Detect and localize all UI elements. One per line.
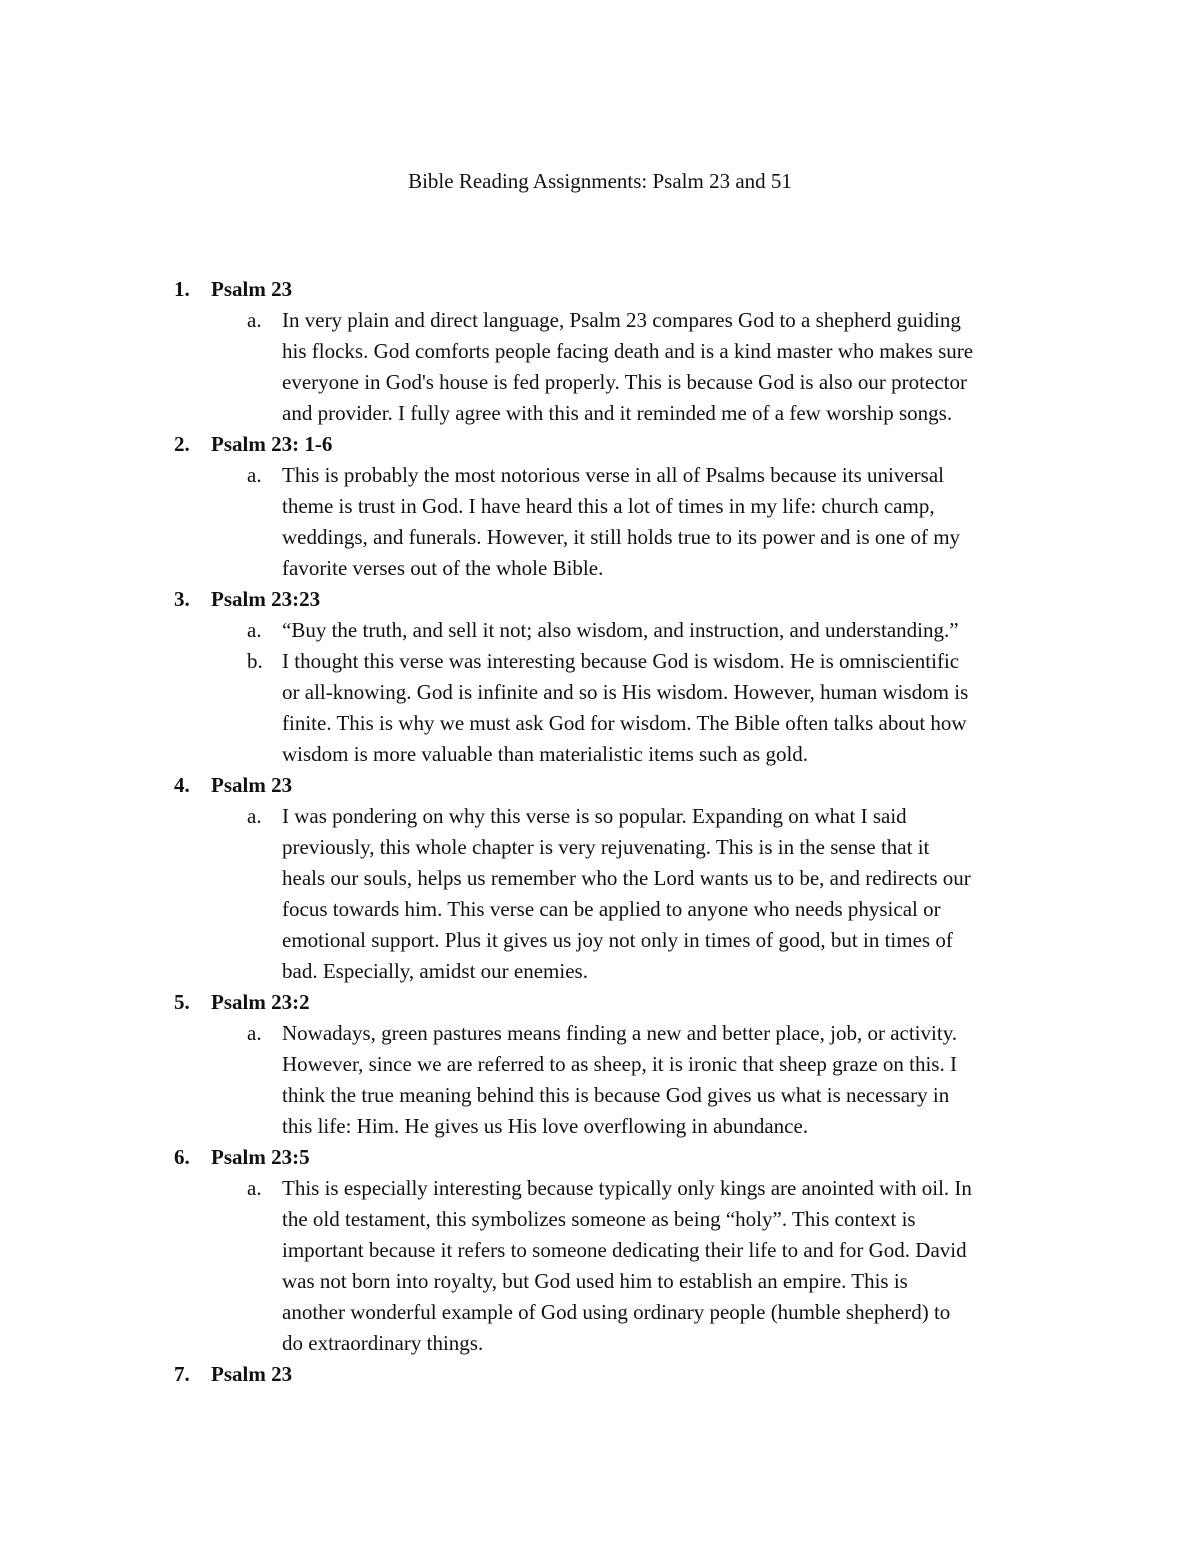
- sub-item-marker: a.: [247, 1021, 262, 1045]
- sub-item: [0, 1018, 1200, 1142]
- item-number: 6.: [174, 1145, 190, 1169]
- text-line: “Buy the truth, and sell it not; also wisdom, and instruction, and understanding.”: [282, 618, 959, 642]
- text-line: think the true meaning behind this is because God gives us what is necessary in: [282, 1083, 950, 1107]
- item-number: 2.: [174, 432, 190, 456]
- item-number: 7.: [174, 1362, 190, 1386]
- sub-item-text: [282, 1173, 1082, 1359]
- sub-item-text: [282, 801, 1082, 987]
- text-line: everyone in God's house is fed properly. This is because God is also our protector: [282, 370, 967, 394]
- sub-item: [0, 646, 1200, 770]
- text-line: was not born into royalty, but God used him to establish an empire. This is: [282, 1269, 908, 1293]
- item-title: Psalm 23: [211, 1362, 293, 1386]
- reading-list: [0, 274, 1200, 1390]
- sub-item-marker: b.: [247, 649, 263, 673]
- item-number: 3.: [174, 587, 190, 611]
- item-title: Psalm 23: [211, 773, 293, 797]
- item-heading: [0, 987, 1200, 1018]
- text-line: and provider. I fully agree with this and it reminded me of a few worship songs.: [282, 401, 953, 425]
- document-title: Bible Reading Assignments: Psalm 23 and 51: [408, 169, 792, 193]
- item-heading: [0, 1359, 1200, 1390]
- list-item: [0, 584, 1200, 770]
- sub-item: [0, 615, 1200, 646]
- item-title: Psalm 23: 1-6: [211, 432, 333, 456]
- text-line: the old testament, this symbolizes someone as being “holy”. This context is: [282, 1207, 916, 1231]
- item-title: Psalm 23: [211, 277, 293, 301]
- sub-item-marker: a.: [247, 804, 262, 828]
- sub-item-text: [282, 460, 1082, 584]
- item-title: Psalm 23:2: [211, 990, 310, 1014]
- item-heading: [0, 429, 1200, 460]
- text-line: important because it refers to someone dedicating their life to and for God. David: [282, 1238, 967, 1262]
- sub-item: [0, 460, 1200, 584]
- sub-item-text: [282, 1018, 1082, 1142]
- list-item: [0, 987, 1200, 1142]
- sub-item-text: [282, 615, 1082, 646]
- text-line: However, since we are referred to as sheep, it is ironic that sheep graze on this. I: [282, 1052, 957, 1076]
- text-line: previously, this whole chapter is very rejuvenating. This is in the sense that it: [282, 835, 930, 859]
- text-line: or all-knowing. God is infinite and so is His wisdom. However, human wisdom is: [282, 680, 969, 704]
- item-number: 4.: [174, 773, 190, 797]
- text-line: I thought this verse was interesting because God is wisdom. He is omniscientific: [282, 649, 960, 673]
- text-line: bad. Especially, amidst our enemies.: [282, 959, 588, 983]
- text-line: Nowadays, green pastures means finding a new and better place, job, or activity.: [282, 1021, 958, 1045]
- list-item: [0, 1142, 1200, 1359]
- sub-item-marker: a.: [247, 308, 262, 332]
- text-line: finite. This is why we must ask God for wisdom. The Bible often talks about how: [282, 711, 967, 735]
- text-line: another wonderful example of God using ordinary people (humble shepherd) to: [282, 1300, 951, 1324]
- text-line: wisdom is more valuable than materialistic items such as gold.: [282, 742, 809, 766]
- item-heading: [0, 1142, 1200, 1173]
- text-line: I was pondering on why this verse is so popular. Expanding on what I said: [282, 804, 907, 828]
- sub-item: [0, 1173, 1200, 1359]
- text-line: this life: Him. He gives us His love overflowing in abundance.: [282, 1114, 809, 1138]
- text-line: emotional support. Plus it gives us joy not only in times of good, but in times of: [282, 928, 953, 952]
- item-heading: [0, 770, 1200, 801]
- item-title: Psalm 23:23: [211, 587, 321, 611]
- text-line: do extraordinary things.: [282, 1331, 484, 1355]
- sub-item: [0, 801, 1200, 987]
- text-line: heals our souls, helps us remember who the Lord wants us to be, and redirects our: [282, 866, 971, 890]
- sub-item-text: [282, 305, 1082, 429]
- text-line: focus towards him. This verse can be applied to anyone who needs physical or: [282, 897, 941, 921]
- sub-item-marker: a.: [247, 1176, 262, 1200]
- list-item: [0, 770, 1200, 987]
- text-line: This is probably the most notorious verse in all of Psalms because its universal: [282, 463, 944, 487]
- sub-item: [0, 305, 1200, 429]
- sub-item-marker: a.: [247, 463, 262, 487]
- text-line: This is especially interesting because typically only kings are anointed with oil. In: [282, 1176, 972, 1200]
- list-item: [0, 429, 1200, 584]
- text-line: weddings, and funerals. However, it still holds true to its power and is one of my: [282, 525, 961, 549]
- list-item: [0, 274, 1200, 429]
- text-line: favorite verses out of the whole Bible.: [282, 556, 604, 580]
- item-number: 5.: [174, 990, 190, 1014]
- item-title: Psalm 23:5: [211, 1145, 310, 1169]
- list-item: [0, 1359, 1200, 1390]
- item-heading: [0, 274, 1200, 305]
- sub-item-text: [282, 646, 1082, 770]
- text-line: theme is trust in God. I have heard this a lot of times in my life: church camp,: [282, 494, 935, 518]
- item-number: 1.: [174, 277, 190, 301]
- text-line: his flocks. God comforts people facing death and is a kind master who makes sure: [282, 339, 974, 363]
- sub-item-marker: a.: [247, 618, 262, 642]
- item-heading: [0, 584, 1200, 615]
- text-line: In very plain and direct language, Psalm 23 compares God to a shepherd guiding: [282, 308, 961, 332]
